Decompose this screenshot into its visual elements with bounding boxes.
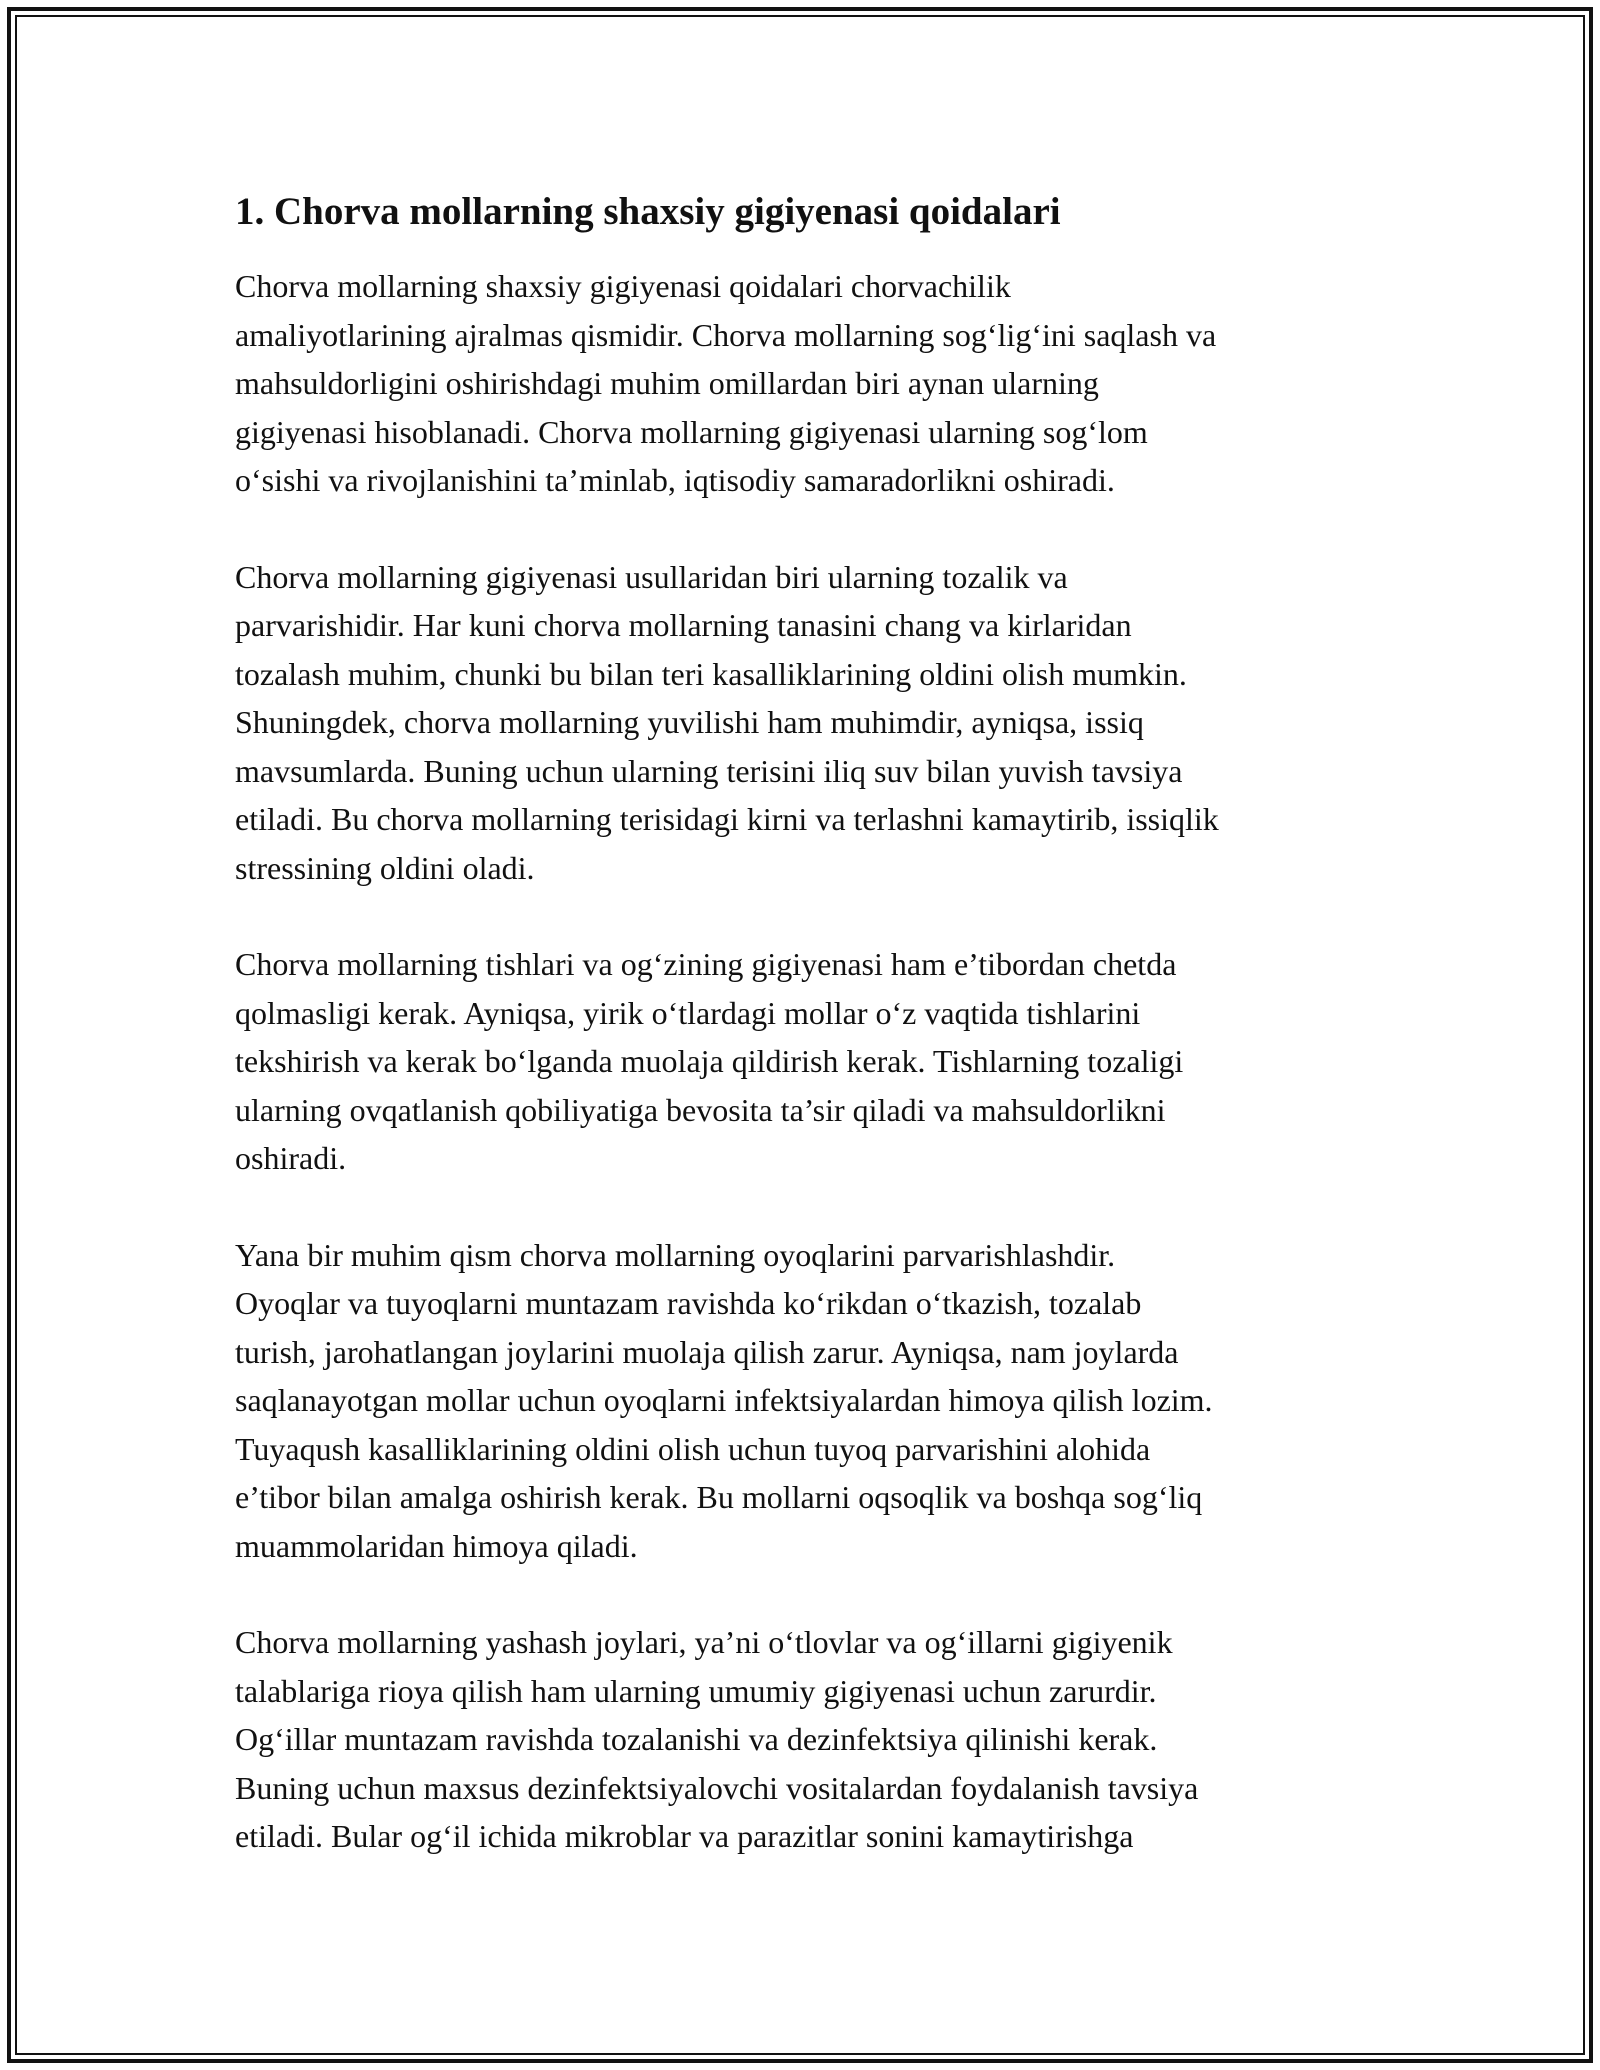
paragraph-line: stressining oldini oladi.	[235, 849, 535, 886]
paragraph-line: turish, jarohatlangan joylarini muolaja qilish zarur. Ayniqsa, nam joylarda	[235, 1333, 1179, 1370]
paragraph-line: mahsuldorligini oshirishdagi muhim omillardan biri aynan ularning	[235, 365, 1099, 401]
paragraph-line: Tuyaqush kasalliklarining oldini olish uchun tuyoq parvarishini alohida	[235, 1430, 1151, 1467]
paragraph-line: saqlanayotgan mollar uchun oyoqlarni infektsiyalardan himoya qilish lozim.	[235, 1382, 1213, 1418]
paragraph-line: ularning ovqatlanish qobiliyatiga bevosita ta’sir qiladi va mahsuldorlikni	[235, 1091, 1166, 1128]
paragraph-line: talablariga rioya qilish ham ularning umumiy gigiyenasi uchun zarurdir.	[235, 1672, 1157, 1709]
paragraph-line: etiladi. Bu chorva mollarning terisidagi kirni va terlashni kamaytirib, issiqlik	[235, 801, 1219, 837]
paragraph	[235, 262, 1365, 505]
paragraph-line: Buning uchun maxsus dezinfektsiyalovchi vositalardan foydalanish tavsiya	[235, 1769, 1199, 1806]
paragraph-line: e’tibor bilan amalga oshirish kerak. Bu mollarni oqsoqlik va boshqa sog‘liq	[235, 1479, 1203, 1515]
paragraph-line: muammolaridan himoya qiladi.	[235, 1527, 638, 1564]
document-body	[235, 186, 1365, 1909]
paragraph-line: qolmasligi kerak. Ayniqsa, yirik o‘tlardagi mollar o‘z vaqtida tishlarini	[235, 994, 1141, 1031]
paragraph-line: tekshirish va kerak bo‘lganda muolaja qildirish kerak. Tishlarning tozaligi	[235, 1043, 1184, 1079]
paragraph-line: mavsumlarda. Buning uchun ularning terisini iliq suv bilan yuvish tavsiya	[235, 752, 1183, 789]
paragraph-line: tozalash muhim, chunki bu bilan teri kasalliklarining oldini olish mumkin.	[235, 655, 1187, 692]
paragraph-line: etiladi. Bular og‘il ichida mikroblar va parazitlar sonini kamaytirishga	[235, 1818, 1134, 1854]
paragraph	[235, 940, 1365, 1183]
paragraph-line: gigiyenasi hisoblanadi. Chorva mollarning gigiyenasi ularning sog‘lom	[235, 413, 1148, 450]
paragraph-line: parvarishidir. Har kuni chorva mollarning tanasini chang va kirlaridan	[235, 607, 1132, 643]
paragraph	[235, 1231, 1365, 1571]
paragraph-line: Chorva mollarning shaxsiy gigiyenasi qoidalari chorvachilik	[235, 268, 1011, 304]
paragraph-list	[235, 262, 1365, 1861]
paragraph-line: Shuningdek, chorva mollarning yuvilishi ham muhimdir, ayniqsa, issiq	[235, 704, 1144, 740]
paragraph-line: o‘sishi va rivojlanishini ta’minlab, iqtisodiy samaradorlikni oshiradi.	[235, 462, 1115, 498]
section-heading: 1. Chorva mollarning shaxsiy gigiyenasi qoidalari	[235, 190, 1061, 233]
paragraph-line: Og‘illar muntazam ravishda tozalanishi va dezinfektsiya qilinishi kerak.	[235, 1721, 1158, 1757]
paragraph-line: Chorva mollarning tishlari va og‘zining gigiyenasi ham e’tibordan chetda	[235, 946, 1177, 982]
paragraph-line: amaliyotlarining ajralmas qismidir. Chorva mollarning sog‘lig‘ini saqlash va	[235, 316, 1217, 353]
paragraph	[235, 553, 1365, 893]
paragraph-line: Oyoqlar va tuyoqlarni muntazam ravishda ko‘rikdan o‘tkazish, tozalab	[235, 1285, 1142, 1321]
paragraph-line: Chorva mollarning yashash joylari, ya’ni o‘tlovlar va og‘illarni gigiyenik	[235, 1624, 1173, 1660]
paragraph	[235, 1618, 1365, 1861]
paragraph-line: Chorva mollarning gigiyenasi usullaridan biri ularning tozalik va	[235, 558, 1068, 595]
paragraph-line: oshiradi.	[235, 1140, 347, 1176]
paragraph-line: Yana bir muhim qism chorva mollarning oyoqlarini parvarishlashdir.	[235, 1236, 1116, 1273]
